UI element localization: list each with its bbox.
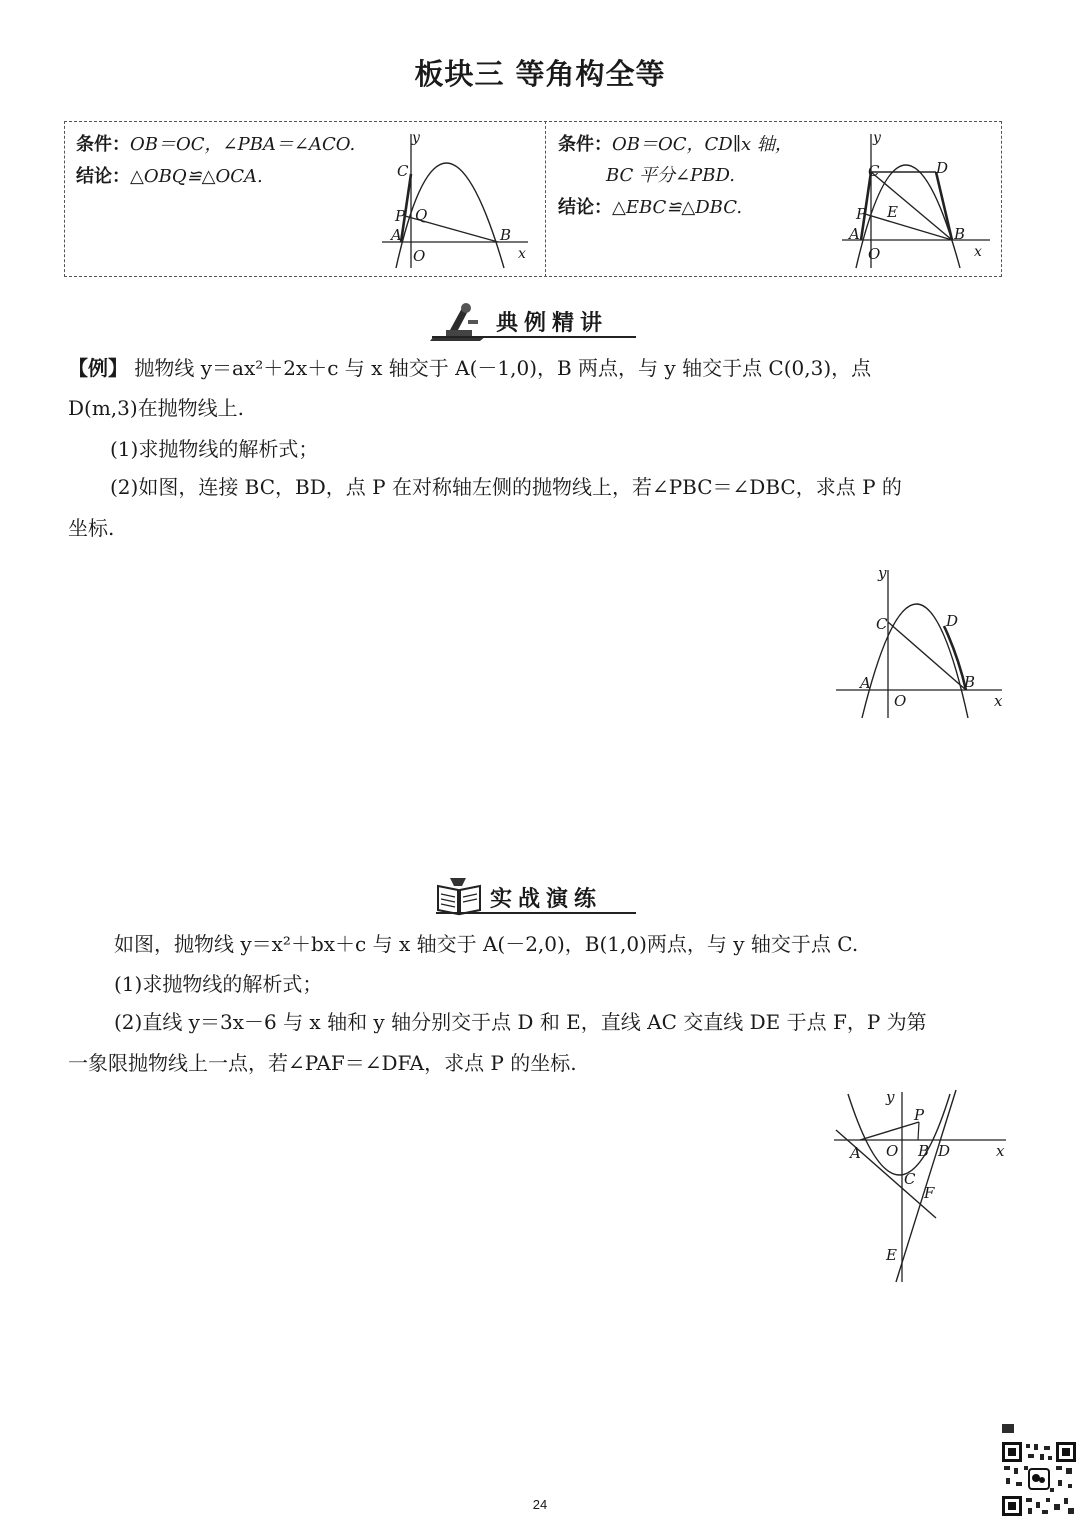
right-condition-text-1: OB＝OC，CD∥x 轴， [612, 134, 793, 155]
left-conclusion-label: 结论： [76, 166, 130, 187]
example-tag: 【例】 [68, 356, 128, 380]
qr-header-icon [1002, 1424, 1014, 1433]
practice-line-1: 如图，抛物线 y＝x²＋bx＋c 与 x 轴交于 A(－2,0)，B(1,0)两点，与 y 轴交于点 C. [114, 932, 859, 956]
example-figure [832, 560, 1012, 722]
right-figure-label-P: P [856, 205, 867, 223]
right-figure-label-O: O [868, 245, 881, 263]
practice-figure-label-F: F [924, 1184, 935, 1202]
right-conclusion-text: △EBC≌△DBC. [612, 197, 743, 218]
right-figure-label-C: C [868, 162, 880, 180]
right-figure-label-B: B [954, 225, 966, 243]
practice-figure-label-E: E [886, 1246, 897, 1264]
left-figure-label-C: C [397, 162, 409, 180]
left-figure-label-O: O [413, 247, 426, 265]
right-condition-line-1 [558, 130, 793, 160]
example-question-1: (1)求抛物线的解析式； [110, 437, 319, 461]
left-figure-label-Q: Q [415, 206, 428, 224]
example-line-1 [68, 348, 1008, 388]
left-figure [382, 128, 532, 273]
left-figure-label-B: B [500, 226, 512, 244]
right-condition-line-2 [606, 161, 735, 191]
example-section-title: 典例精讲 [496, 311, 609, 336]
open-book-icon [436, 876, 482, 916]
left-condition-label: 条件： [76, 134, 130, 155]
example-question-2-line-1: (2)如图，连接 BC，BD，点 P 在对称轴左侧的抛物线上，若∠PBC＝∠DBC，求点 P 的 [110, 475, 902, 499]
practice-section-title: 实战演练 [490, 887, 603, 912]
page-title: 板块三 等角构全等 [414, 57, 666, 91]
practice-figure-label-C: C [904, 1170, 916, 1188]
left-condition-line [76, 130, 355, 160]
example-question-2-line-2: 坐标. [68, 516, 115, 540]
right-condition-text-2: BC 平分∠PBD. [606, 165, 735, 186]
practice-figure-parabola [848, 1094, 950, 1175]
right-figure-label-E: E [887, 203, 898, 221]
example-section-underline [432, 336, 636, 338]
practice-figure-label-y: y [886, 1088, 895, 1106]
right-figure-label-D: D [936, 159, 949, 177]
practice-question-2-line-2: 一象限抛物线上一点，若∠PAF＝∠DFA，求点 P 的坐标. [68, 1051, 577, 1075]
left-figure-label-y: y [412, 130, 420, 146]
practice-figure-label-O: O [886, 1142, 899, 1160]
practice-figure-label-A: A [850, 1144, 861, 1162]
right-figure-line-PB [865, 214, 952, 240]
right-figure-label-x: x [974, 244, 982, 260]
right-conclusion-line [558, 193, 742, 223]
left-figure-label-x: x [518, 246, 526, 262]
left-figure-label-A: A [391, 226, 402, 244]
practice-figure-label-P: P [914, 1106, 925, 1124]
example-figure-label-C: C [876, 615, 888, 633]
example-figure-label-x: x [994, 692, 1003, 710]
practice-figure-line-P-tick [918, 1122, 919, 1140]
condition-box-divider [545, 121, 546, 277]
example-figure-label-O: O [894, 692, 907, 710]
right-conclusion-label: 结论： [558, 197, 612, 218]
left-conclusion-line [76, 162, 263, 192]
example-figure-label-y: y [878, 564, 887, 582]
right-figure-line-DB [936, 172, 952, 240]
left-figure-label-P: P [395, 207, 406, 225]
right-figure-label-y: y [873, 130, 881, 146]
practice-question-2-line-1: (2)直线 y＝3x－6 与 x 轴和 y 轴分别交于点 D 和 E，直线 AC 交直线 DE 于点 F，P 为第 [114, 1010, 927, 1034]
example-text-1: 抛物线 y＝ax²＋2x＋c 与 x 轴交于 A(－1,0)，B 两点，与 y 轴交于点 C(0,3)，点 [134, 356, 872, 380]
right-figure [842, 128, 992, 273]
example-figure-label-D: D [946, 612, 959, 630]
practice-figure-label-D: D [938, 1142, 951, 1160]
practice-question-1: (1)求抛物线的解析式； [114, 972, 323, 996]
practice-figure-label-x: x [996, 1142, 1005, 1160]
left-condition-text: OB＝OC，∠PBA＝∠ACO. [130, 134, 356, 155]
practice-section-underline [436, 912, 636, 914]
left-conclusion-text: △OBQ≌△OCA. [130, 166, 263, 187]
example-figure-label-B: B [964, 673, 976, 691]
page-number: 24 [532, 1497, 548, 1512]
example-line-2: D(m,3)在抛物线上. [68, 396, 245, 420]
example-figure-label-A: A [860, 674, 871, 692]
example-figure-line-BC [888, 622, 966, 690]
practice-figure-line-AP [860, 1122, 919, 1140]
practice-figure [830, 1086, 1012, 1286]
right-condition-label: 条件： [558, 134, 612, 155]
practice-figure-label-B: B [918, 1142, 930, 1160]
right-figure-label-A: A [849, 225, 860, 243]
